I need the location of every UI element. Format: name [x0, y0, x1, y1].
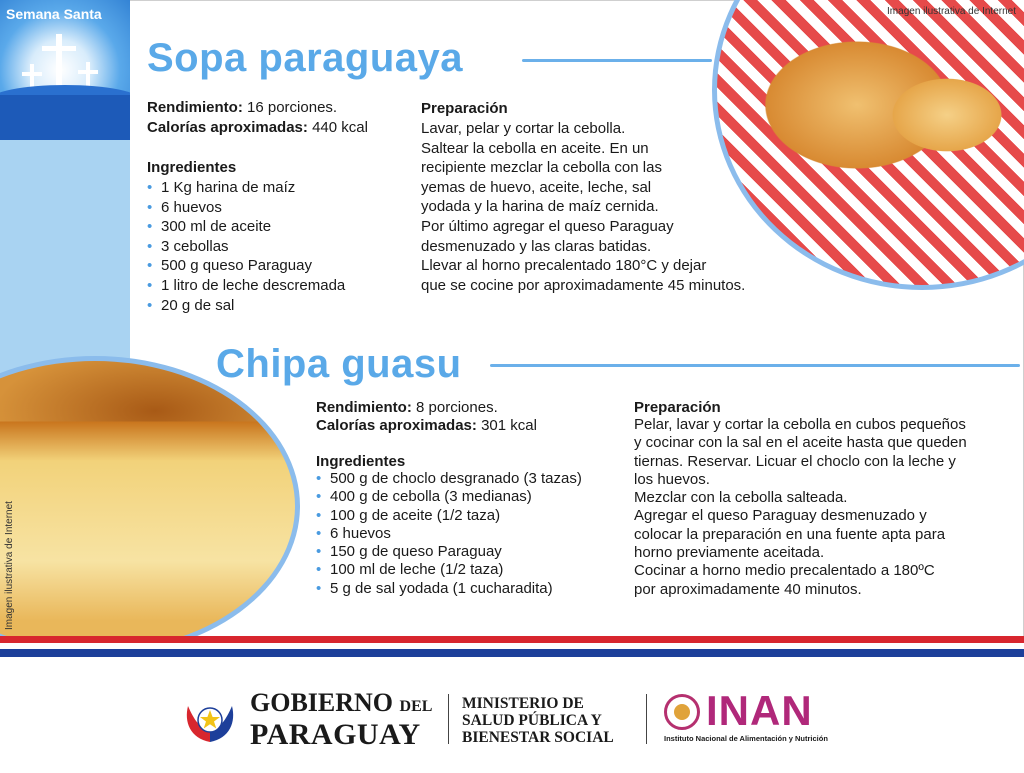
recipe1-calories: [147, 118, 368, 138]
recipe2-ingredients-list: [316, 470, 626, 598]
recipe1-yield-value: 16 porciones.: [247, 99, 338, 116]
recipe2-title-rule: [490, 364, 1020, 367]
list-item: • 150 g de queso Paraguay: [316, 543, 626, 561]
recipe2-preparation-heading: Preparación: [634, 399, 721, 416]
preparation-line: tiernas. Reservar. Licuar el choclo con la leche y: [634, 452, 956, 470]
preparation-line: yodada y la harina de maíz cernida.: [421, 198, 659, 216]
recipe1-title: Sopa paraguaya: [147, 36, 464, 80]
recipe1-ingredients-list: [147, 178, 407, 315]
list-item: • 500 g queso Paraguay: [147, 256, 407, 276]
gov-line1-a: GOBIERNO: [250, 688, 394, 717]
preparation-line: Saltear la cebolla en aceite. En un: [421, 139, 649, 157]
preparation-line: yemas de huevo, aceite, leche, sal: [421, 178, 652, 196]
preparation-line: Mezclar con la cebolla salteada.: [634, 489, 848, 507]
recipe2-yield-value: 8 porciones.: [416, 399, 498, 416]
inan-logo-text: INAN: [706, 687, 813, 734]
recipe2-ingredients-heading: Ingredientes: [316, 453, 406, 470]
inan-subtitle: Instituto Nacional de Alimentación y Nutrición: [664, 734, 828, 743]
preparation-line: Lavar, pelar y cortar la cebolla.: [421, 120, 626, 137]
ministry-line: BIENESTAR SOCIAL: [462, 729, 614, 746]
recipe2-calories: [316, 416, 537, 436]
preparation-line: desmenuzado y las claras batidas.: [421, 237, 652, 255]
list-item: • 1 Kg harina de maíz: [147, 178, 407, 198]
gov-line1: [250, 690, 432, 720]
list-item: • 1 litro de leche descremada: [147, 276, 407, 296]
badge-label: Semana Santa: [6, 6, 102, 22]
list-item: • 100 ml de leche (1/2 taza): [316, 561, 626, 579]
recipe2-yield-label: Rendimiento:: [316, 399, 412, 416]
preparation-line: Agregar el queso Paraguay desmenuzado y: [634, 507, 927, 525]
inan-logo-icon: [664, 694, 700, 730]
preparation-line: recipiente mezclar la cebolla con las: [421, 159, 662, 177]
preparation-line: Por último agregar el queso Paraguay: [421, 217, 674, 235]
footer-separator: [448, 694, 449, 744]
recipe1-calories-value: 440 kcal: [312, 119, 368, 136]
gov-line2: PARAGUAY: [250, 718, 421, 751]
recipe2-title: Chipa guasu: [216, 342, 462, 386]
ministry-line: SALUD PÚBLICA Y: [462, 712, 602, 729]
preparation-line: los huevos.: [634, 470, 710, 488]
recipe2-calories-value: 301 kcal: [481, 417, 537, 434]
gov-line1-b: DEL: [399, 698, 433, 715]
recipe1-yield-label: Rendimiento:: [147, 99, 243, 116]
preparation-line: que se cocine por aproximadamente 45 minutos.: [421, 276, 746, 294]
list-item: • 400 g de cebolla (3 medianas): [316, 488, 626, 506]
semana-santa-badge: [0, 0, 130, 140]
list-item: • 6 huevos: [316, 525, 626, 543]
gobierno-del-paraguay-logo: [250, 690, 432, 750]
list-item: • 5 g de sal yodada (1 cucharadita): [316, 580, 626, 598]
image-note-side: Imagen ilustrativa de Internet: [4, 501, 15, 630]
list-item: • 3 cebollas: [147, 237, 407, 257]
recipe1-ingredients-heading: Ingredientes: [147, 159, 237, 176]
list-item: • 20 g de sal: [147, 296, 407, 316]
preparation-line: colocar la preparación en una fuente apta para: [634, 525, 946, 543]
preparation-line: Pelar, lavar y cortar la cebolla en cubos pequeños: [634, 416, 966, 433]
recipe2-yield: [316, 398, 498, 418]
preparation-line: y cocinar con la sal en el aceite hasta que queden: [634, 434, 967, 452]
image-note-top: Imagen ilustrativa de Internet: [887, 6, 1016, 17]
footer-separator: [646, 694, 647, 744]
recipe1-title-rule: [522, 59, 712, 62]
recipe1-preparation-text: [421, 119, 801, 295]
preparation-line: por aproximadamente 40 minutos.: [634, 580, 862, 598]
preparation-line: Cocinar a horno medio precalentado a 180ºC: [634, 562, 935, 580]
list-item: • 500 g de choclo desgranado (3 tazas): [316, 470, 626, 488]
ministry-line: MINISTERIO DE: [462, 695, 584, 712]
recipe2-preparation-text: [634, 416, 1019, 599]
recipe1-calories-label: Calorías aproximadas:: [147, 119, 308, 136]
flag-stripe-blue: [0, 649, 1024, 657]
badge-base: [0, 95, 130, 140]
flag-stripe-red: [0, 636, 1024, 643]
ministry-logo-text: [462, 695, 614, 746]
preparation-line: horno previamente aceitada.: [634, 544, 825, 562]
preparation-line: Llevar al horno precalentado 180°C y dejar: [421, 257, 707, 275]
list-item: • 300 ml de aceite: [147, 217, 407, 237]
list-item: • 100 g de aceite (1/2 taza): [316, 507, 626, 525]
list-item: • 6 huevos: [147, 198, 407, 218]
recipe1-preparation-heading: Preparación: [421, 100, 508, 117]
government-seal-icon: [180, 694, 240, 746]
recipe1-yield: [147, 98, 337, 118]
recipe2-calories-label: Calorías aproximadas:: [316, 417, 477, 434]
